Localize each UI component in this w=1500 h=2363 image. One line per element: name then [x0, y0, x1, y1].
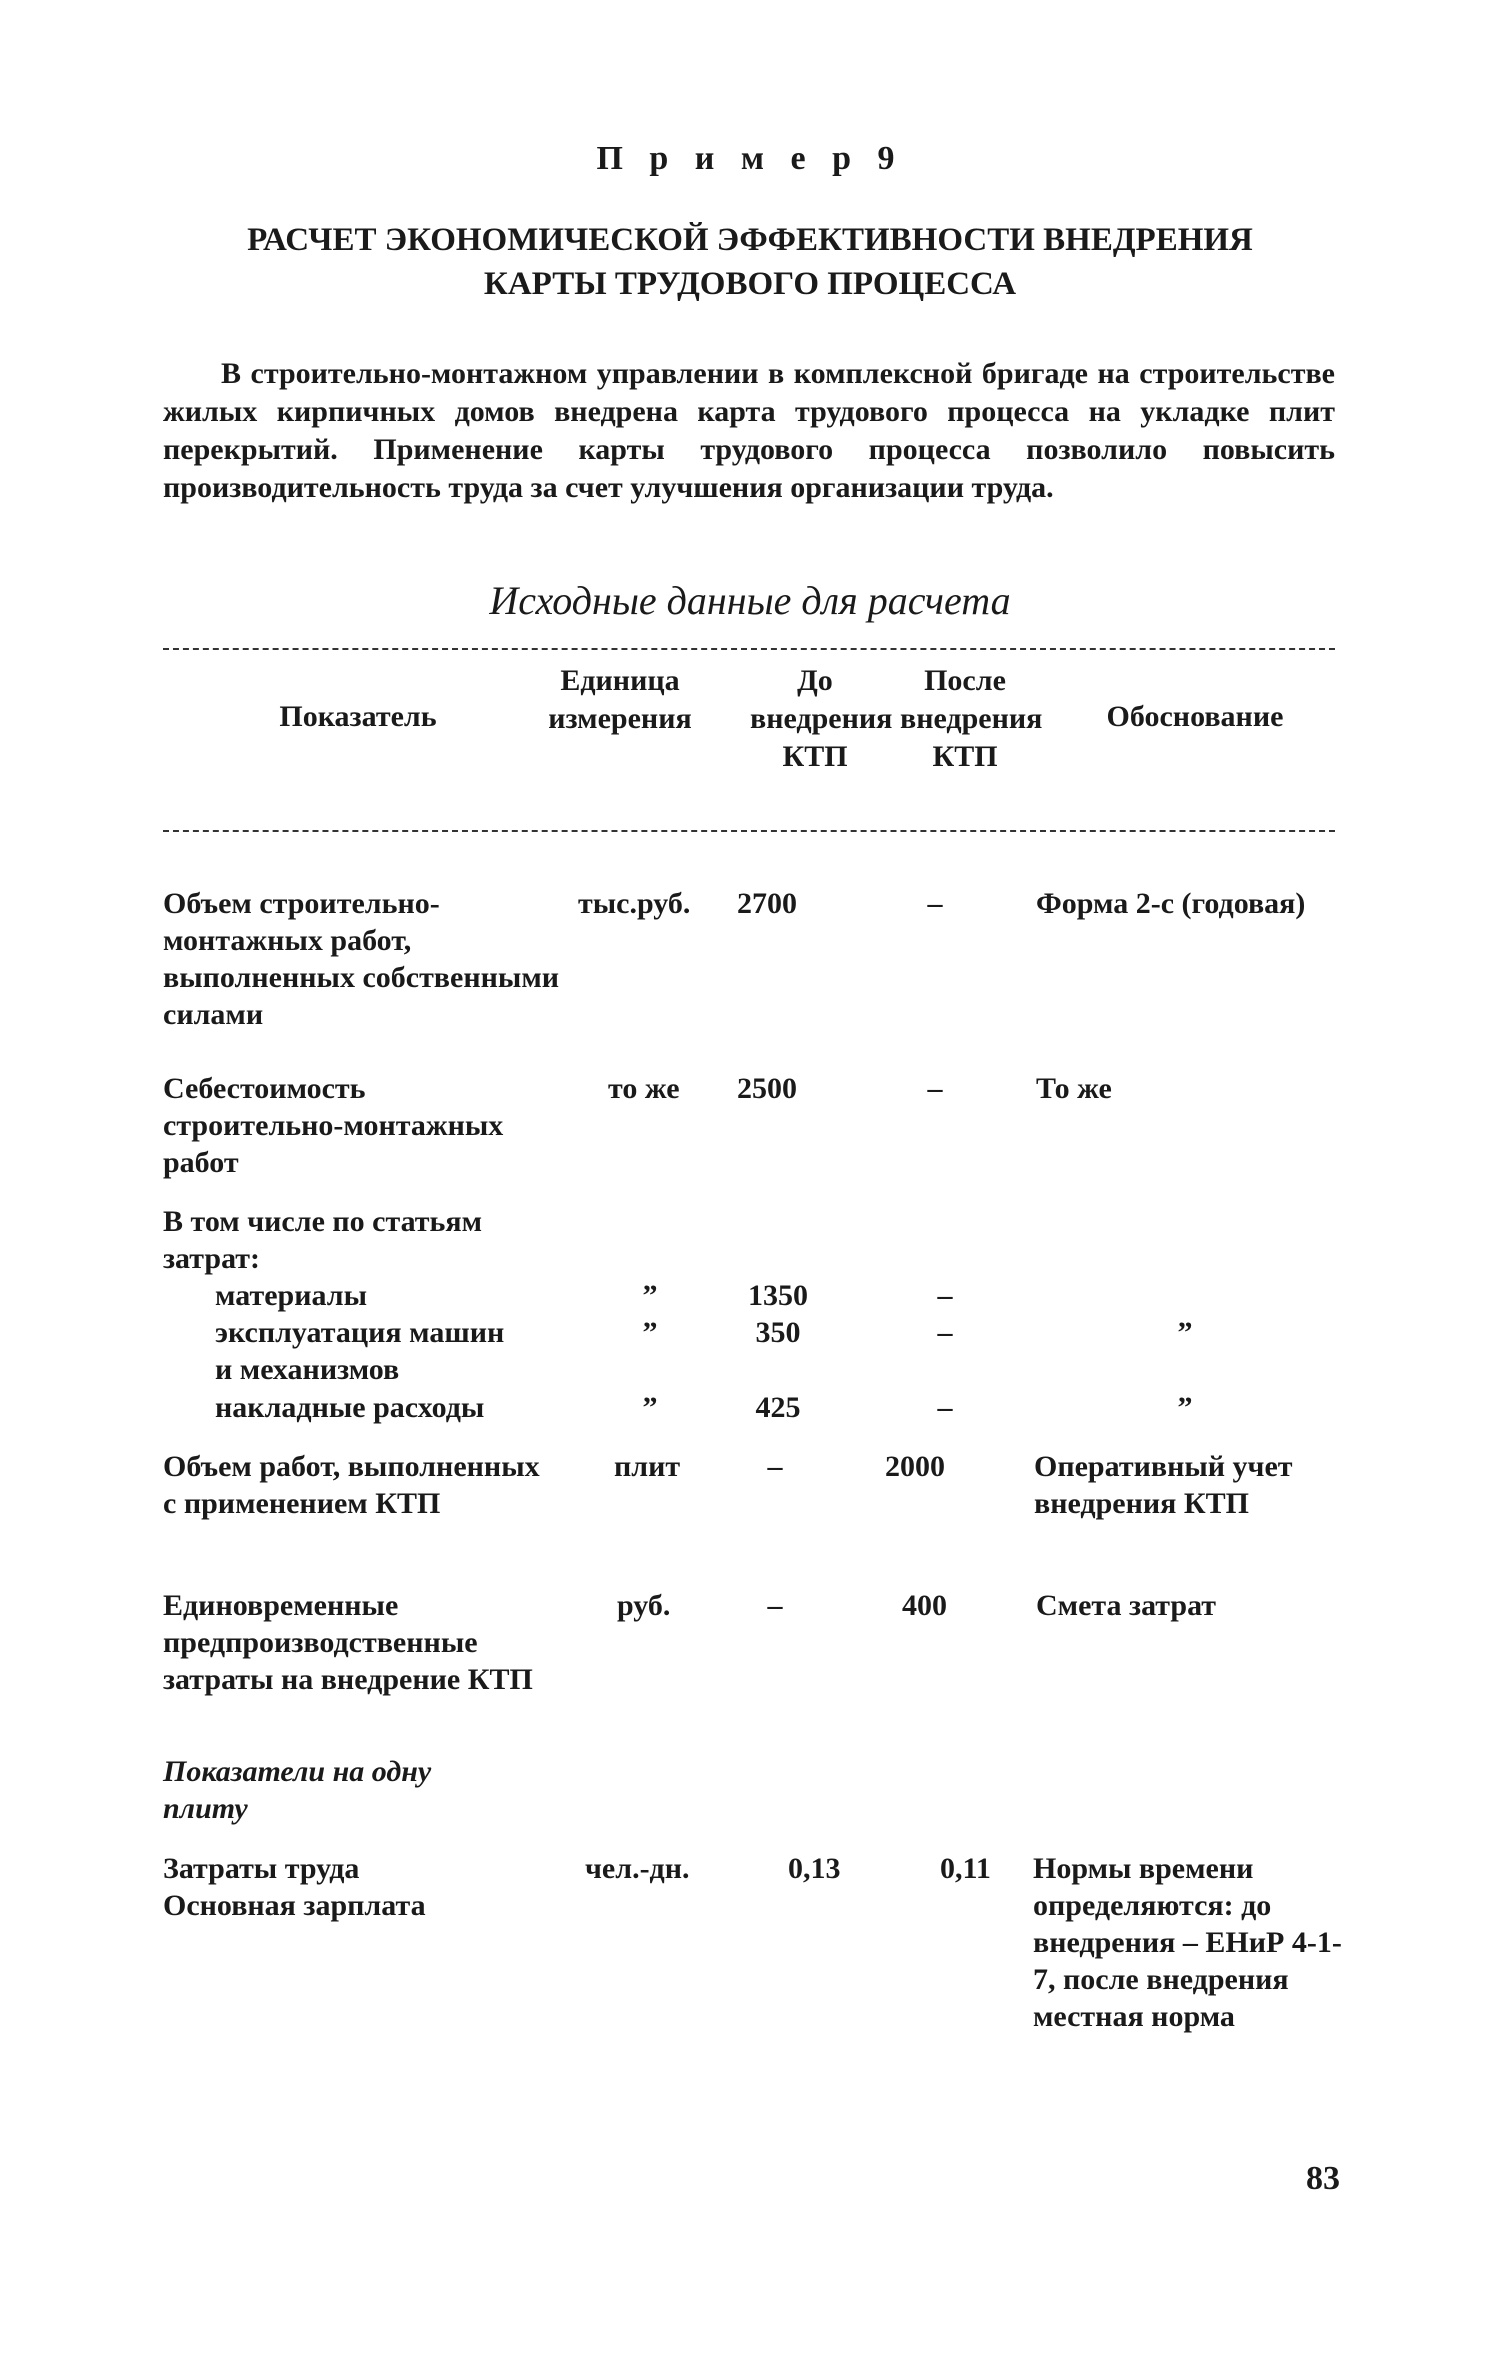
- table-row-6-after: –: [937, 1391, 953, 1424]
- table-row-2-basis: То же: [1036, 1072, 1112, 1105]
- example-heading: П р и м е р 9: [596, 140, 904, 177]
- table-row-10-before: 0,13: [788, 1852, 841, 1885]
- table-row-7-after: 2000: [885, 1450, 945, 1483]
- table-row-2-unit: то же: [608, 1072, 680, 1105]
- table-row-6-before: 425: [755, 1391, 801, 1424]
- table-row-1-before: 2700: [737, 887, 797, 920]
- table-row-9-indicator: Показатели на одну плиту: [163, 1755, 432, 1825]
- table-top-rule: [163, 648, 1335, 650]
- table-row-4-indicator: материалы: [215, 1279, 367, 1312]
- table-row-2-indicator: Себестоимость строительно-монтажных работ: [163, 1072, 504, 1179]
- table-row-8-after: 400: [902, 1589, 947, 1622]
- table-row-10-basis: Нормы времени определяются: до внедрения – ЕНиР 4-1-7, после внедрения местная норма: [1033, 1852, 1342, 2033]
- table-row-1-unit: тыс.руб.: [578, 887, 691, 920]
- table-row-1-basis: Форма 2-с (годовая): [1036, 887, 1306, 920]
- table-row-8-before: –: [767, 1589, 783, 1622]
- table-title: Исходные данные для расчета: [489, 578, 1011, 623]
- title-line-1: РАСЧЕТ ЭКОНОМИЧЕСКОЙ ЭФФЕКТИВНОСТИ ВНЕДРЕНИЯ: [247, 222, 1253, 258]
- table-row-4-unit: ”: [642, 1279, 658, 1312]
- header-after: После внедрения КТП: [900, 664, 1043, 773]
- table-row-1-indicator: Объем строительно-монтажных работ, выполненных собственными силами: [163, 887, 560, 1031]
- table-row-2-after: –: [927, 1072, 943, 1105]
- table-row-8-basis: Смета затрат: [1036, 1589, 1217, 1622]
- header-unit: Единица измерения: [548, 664, 692, 735]
- table-row-8-unit: руб.: [617, 1589, 671, 1622]
- table-row-5-before: 350: [755, 1316, 801, 1349]
- header-basis: Обоснование: [1106, 700, 1284, 733]
- table-row-7-before: –: [767, 1450, 783, 1483]
- table-row-7-indicator: Объем работ, выполненных с применением КТП: [163, 1450, 540, 1520]
- table-row-5-indicator: эксплуатация машин и механизмов: [215, 1316, 505, 1386]
- table-row-5-basis: ”: [1177, 1316, 1193, 1349]
- table-row-7-unit: плит: [614, 1450, 681, 1483]
- header-indicator: Показатель: [279, 700, 437, 733]
- table-row-10-after: 0,11: [940, 1852, 991, 1885]
- table-row-2-before: 2500: [737, 1072, 797, 1105]
- table-header-rule: [163, 830, 1335, 832]
- table-row-10-indicator: Затраты труда: [163, 1852, 360, 1885]
- table-row-1-after: –: [927, 887, 943, 920]
- table-row-3-indicator: В том числе по статьям затрат:: [163, 1205, 483, 1275]
- header-before: До внедрения КТП: [750, 664, 893, 773]
- table-row-4-after: –: [937, 1279, 953, 1312]
- table-row-11-indicator: Основная зарплата: [163, 1889, 426, 1922]
- table-row-8-indicator: Единовременные предпроизводственные затраты на внедрение КТП: [163, 1589, 533, 1696]
- table-row-4-before: 1350: [748, 1279, 808, 1312]
- title-line-2: КАРТЫ ТРУДОВОГО ПРОЦЕССА: [483, 266, 1017, 302]
- table-row-6-indicator: накладные расходы: [215, 1391, 485, 1424]
- table-row-10-unit: чел.-дн.: [585, 1852, 690, 1885]
- page-number: 83: [1306, 2160, 1340, 2197]
- table-row-5-unit: ”: [642, 1316, 658, 1349]
- table-row-6-basis: ”: [1177, 1391, 1193, 1424]
- table-row-7-basis: Оперативный учет внедрения КТП: [1034, 1450, 1293, 1520]
- table-row-6-unit: ”: [642, 1391, 658, 1424]
- page-title: [200, 218, 1300, 306]
- table-row-5-after: –: [937, 1316, 953, 1349]
- intro-paragraph: В строительно-монтажном управлении в комплексной бригаде на строительстве жилых кирпичных домов внедрена карта трудового процесса на укладке плит перекрытий. Применение карты трудового процесса позволило повысить производительность труда за счет улучшения организации труда.: [163, 357, 1335, 504]
